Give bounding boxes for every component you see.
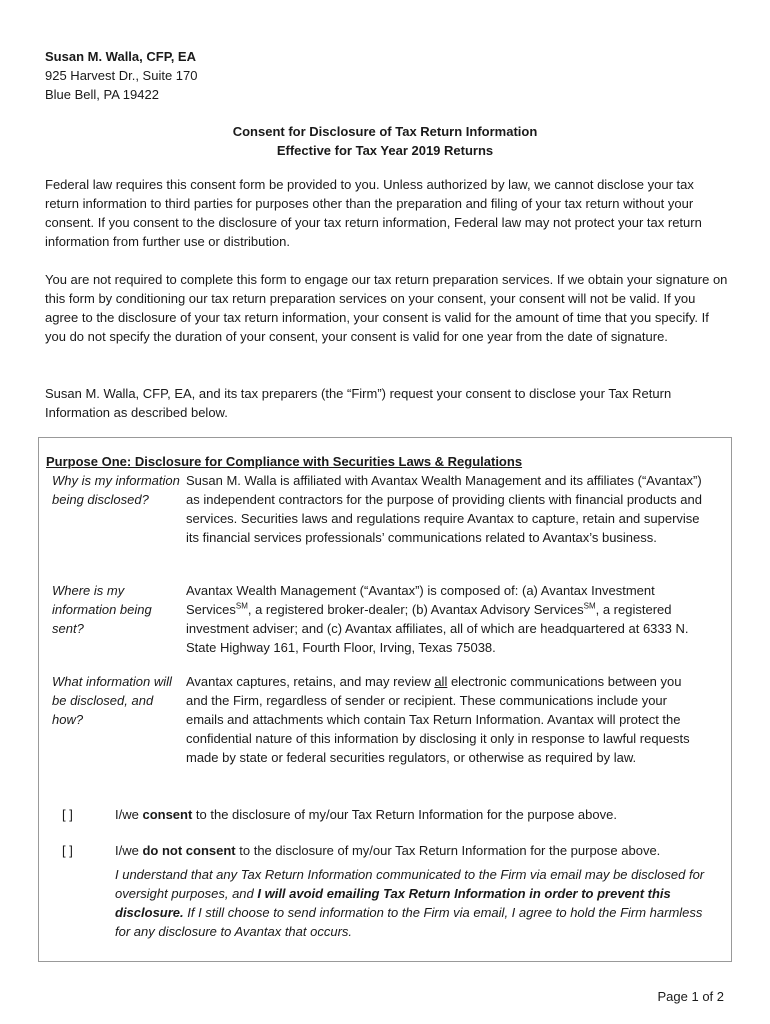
consent-checkbox[interactable]: [ ] [62, 807, 73, 822]
question-why-disclosed: Why is my information being disclosed? [52, 473, 180, 507]
form-title [0, 122, 770, 160]
question-what-disclosed: What information will be disclosed, and how? [52, 674, 172, 727]
intro-paragraph-2: You are not required to complete this form to engage our tax return preparation services. If we obtain your signature on this form by conditioning our tax return preparation services on your consent, your consent will not be valid. If you agree to the disclosure of your tax return information, your consent is valid for the amount of time that you specify. If you do not specify the duration of your consent, your consent is valid for one year from the date of signature. [45, 272, 728, 344]
no-consent-checkbox[interactable]: [ ] [62, 843, 73, 858]
address-line-2: Blue Bell, PA 19422 [45, 87, 159, 102]
address-line-1: 925 Harvest Dr., Suite 170 [45, 68, 198, 83]
question-where-sent: Where is my information being sent? [52, 583, 152, 636]
purpose-one-title: Purpose One: Disclosure for Compliance with Securities Laws & Regulations [46, 454, 523, 469]
letterhead [45, 47, 197, 104]
form-title-line-2: Effective for Tax Year 2019 Returns [276, 143, 494, 158]
email-disclosure-note: I understand that any Tax Return Information communicated to the Firm via email may be disclosed for oversight purposes, and I will avoid emailing Tax Return Information in order to prevent this disclosure. If I still choose to send information to the Firm via email, I agree to hold the Firm harmless for any disclosure to Avantax that occurs. [115, 867, 705, 939]
answer-why-disclosed: Susan M. Walla is affiliated with Avantax Wealth Management and its affiliates (“Avantax”) as independent contractors for the purpose of providing clients with financial products and services. Securities laws and regulations require Avantax to capture, retain and supervise its financial services professionals’ communications related to Avantax’s business. [186, 473, 702, 545]
intro-paragraph-3: Susan M. Walla, CFP, EA, and its tax preparers (the “Firm”) request your consent to disclose your Tax Return Information as described below. [45, 386, 672, 420]
purpose-one-section [38, 437, 732, 962]
page-number: Page 1 of 2 [657, 989, 724, 1004]
preparer-name: Susan M. Walla, CFP, EA [45, 49, 196, 64]
answer-what-disclosed: Avantax captures, retains, and may review all electronic communications between you and the Firm, regardless of sender or recipient. These communications include your emails and attachments which contain Tax Return Information. Avantax will protect the confidential nature of this information by disclosing it only in response to lawful requests made by state or federal securities regulators, or otherwise as required by law. [186, 674, 690, 765]
no-consent-option: I/we do not consent to the disclosure of my/our Tax Return Information for the purpose above. [115, 843, 661, 858]
answer-where-sent: Avantax Wealth Management (“Avantax”) is composed of: (a) Avantax Investment Services℠, a registered broker-dealer; (b) Avantax Advisory Services℠, a registered investment adviser; and (c) Avantax affiliates, all of which are headquartered at 6333 N. State Highway 161, Fourth Floor, Irving, Texas 75038. [186, 583, 689, 655]
intro-paragraph-1: Federal law requires this consent form be provided to you. Unless authorized by law, we cannot disclose your tax return information to third parties for purposes other than the preparation and filing of your tax return without your consent. If you consent to the disclosure of your tax return information, Federal law may not protect your tax return information from further use or distribution. [45, 177, 702, 249]
consent-option: I/we consent to the disclosure of my/our Tax Return Information for the purpose above. [115, 807, 617, 822]
form-title-line-1: Consent for Disclosure of Tax Return Information [232, 124, 538, 139]
